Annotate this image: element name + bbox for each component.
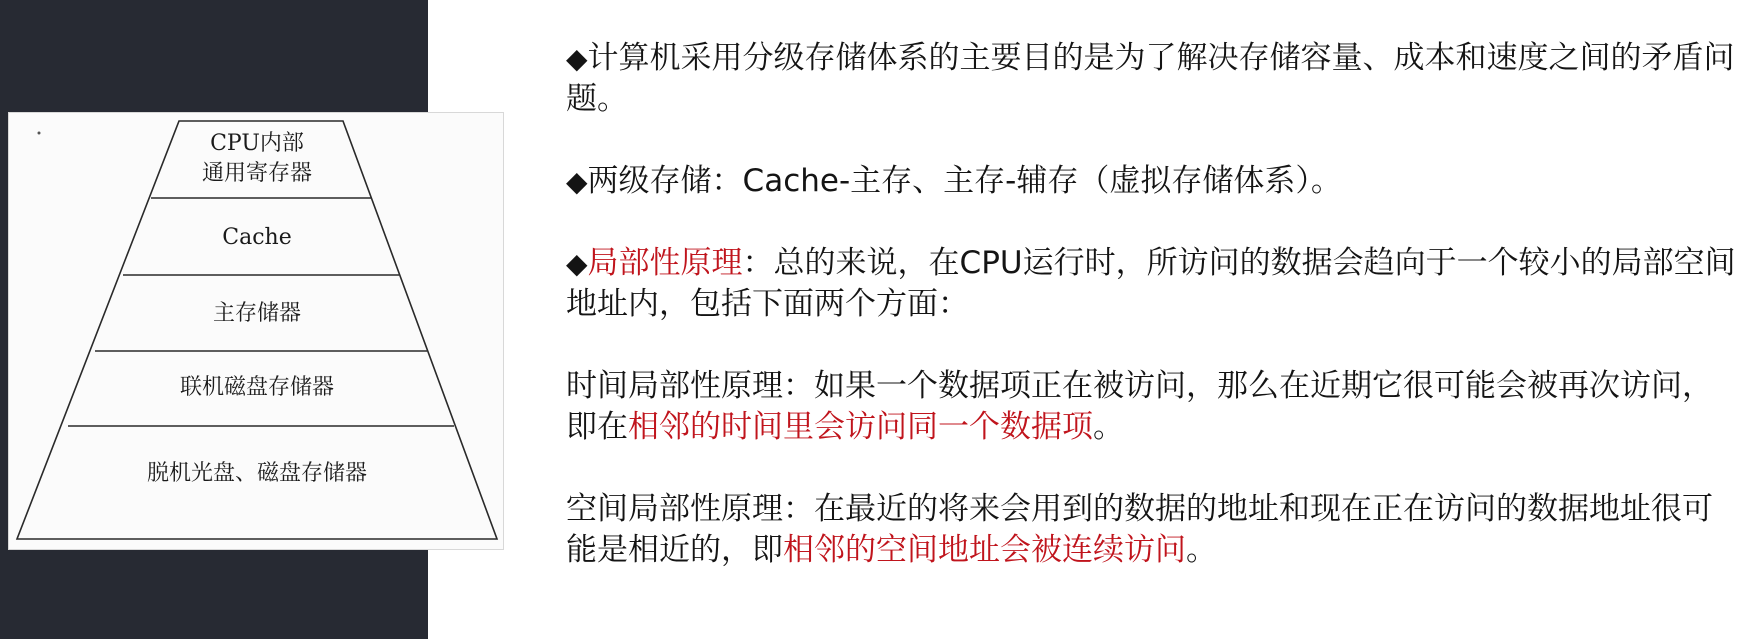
layer-cpu-registers: CPU内部 通用寄存器 xyxy=(201,131,312,186)
notes-column xyxy=(566,38,1736,571)
layer-main-memory: 主存储器 xyxy=(212,301,301,326)
layer-offline-storage: 脱机光盘、磁盘存储器 xyxy=(146,461,367,486)
temporal-locality: 时间局部性原理：如果一个数据项正在被访问，那么在近期它很可能会被再次访问，即在相邻的时间里会访问同一个数据项。 xyxy=(566,368,1713,445)
diamond-bullet-icon: ◆ xyxy=(566,247,588,280)
storage-pyramid-figure xyxy=(8,112,504,550)
bullet-hierarchy-purpose: ◆计算机采用分级存储体系的主要目的是为了解决存储容量、成本和速度之间的矛盾问题。 xyxy=(566,40,1735,117)
locality-highlight: 局部性原理 xyxy=(587,245,743,281)
diamond-bullet-icon: ◆ xyxy=(566,42,588,75)
diamond-bullet-icon: ◆ xyxy=(566,165,588,198)
layer-online-disk: 联机磁盘存储器 xyxy=(179,375,334,400)
spatial-locality: 空间局部性原理：在最近的将来会用到的数据的地址和现在正在访问的数据地址很可能是相近的，即相邻的空间地址会被连续访问。 xyxy=(566,491,1713,568)
spatial-highlight: 相邻的空间地址会被连续访问 xyxy=(783,532,1186,568)
layer-cache: Cache xyxy=(222,225,292,250)
bullet-locality-principle: ◆局部性原理：总的来说，在CPU运行时，所访问的数据会趋向于一个较小的局部空间地址内，包括下面两个方面： xyxy=(566,245,1736,322)
temporal-highlight: 相邻的时间里会访问同一个数据项 xyxy=(628,409,1093,445)
bullet-two-level-storage: ◆两级存储：Cache-主存、主存-辅存（虚拟存储体系）。 xyxy=(566,163,1342,199)
